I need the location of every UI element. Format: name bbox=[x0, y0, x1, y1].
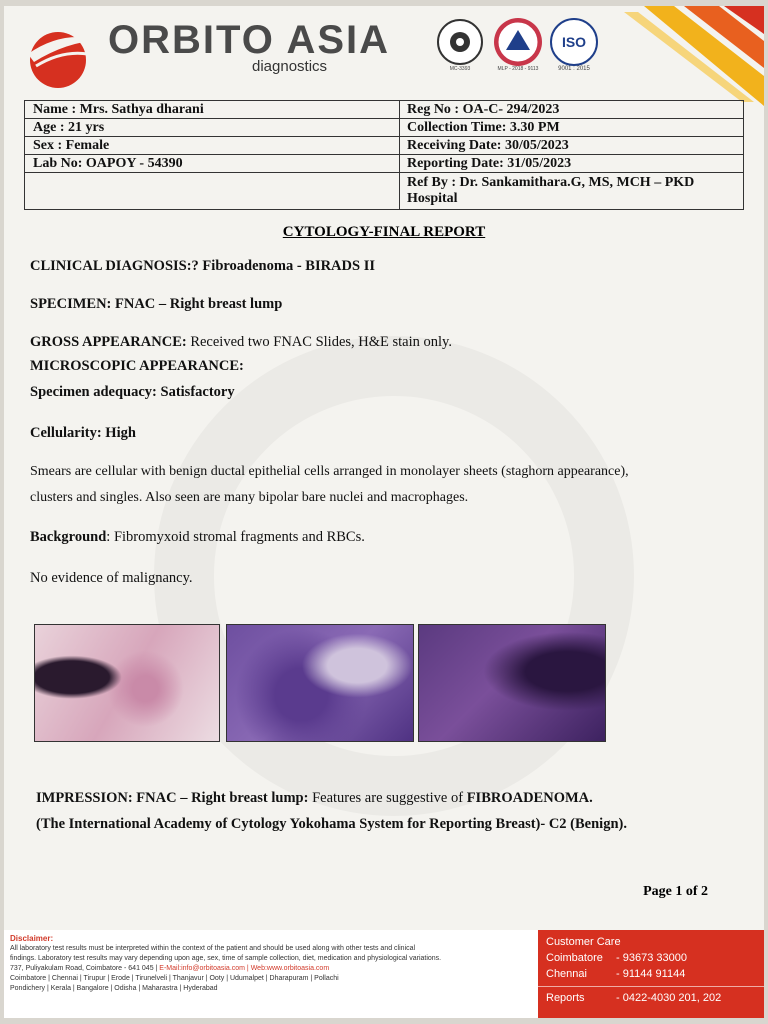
micrograph-2 bbox=[226, 624, 414, 742]
micrograph-3 bbox=[418, 624, 606, 742]
collection-time: Collection Time: 3.30 PM bbox=[407, 120, 560, 135]
background bbox=[30, 529, 365, 546]
impression bbox=[36, 790, 593, 807]
watermark-logo bbox=[154, 336, 634, 816]
micrograph-1 bbox=[34, 624, 220, 742]
reporting-date: Reporting Date: 31/05/2023 bbox=[407, 156, 572, 171]
iso-logo-icon: ISO bbox=[550, 18, 598, 66]
footer bbox=[4, 930, 764, 1018]
customer-care-title: Customer Care bbox=[546, 936, 621, 948]
patient-name: Name : Mrs. Sathya dharani bbox=[33, 102, 204, 117]
specimen-adequacy: Specimen adequacy: Satisfactory bbox=[30, 384, 235, 400]
impression-diagnosis: FIBROADENOMA. bbox=[466, 790, 593, 806]
gross-label: GROSS APPEARANCE: bbox=[30, 334, 187, 350]
patient-info-table bbox=[24, 100, 744, 210]
malignancy-note: No evidence of malignancy. bbox=[30, 570, 193, 586]
branches-line-2: Pondichery | Kerala | Bangalore | Odisha | Maharastra | Hyderabad bbox=[10, 985, 218, 992]
gross-appearance bbox=[30, 334, 452, 351]
disclaimer-title: Disclaimer: bbox=[10, 934, 54, 943]
specimen: SPECIMEN: FNAC – Right breast lump bbox=[30, 296, 283, 312]
receiving-date: Receiving Date: 30/05/2023 bbox=[407, 138, 569, 153]
impression-text: Features are suggestive of bbox=[308, 790, 467, 806]
referred-by: Ref By : Dr. Sankamithara.G, MS, MCH – PKD bbox=[407, 175, 695, 190]
impression-label: IMPRESSION: FNAC – Right breast lump: bbox=[36, 790, 309, 806]
smear-text-1: Smears are cellular with benign ductal epithelial cells arranged in monolayer sheets (staghorn appearance), bbox=[30, 464, 629, 479]
lab-number: Lab No: OAPOY - 54390 bbox=[33, 156, 183, 171]
patient-sex: Sex : Female bbox=[33, 138, 110, 153]
yokohama-classification: (The International Academy of Cytology Yokohama System for Reporting Breast)- C2 (Benign). bbox=[36, 816, 627, 832]
brand-subtitle: diagnostics bbox=[252, 58, 328, 75]
coimbatore-phone: - 93673 33000 bbox=[616, 952, 687, 964]
branches-line-1: Coimbatore | Chennai | Tirupur | Erode | Tirunelveli | Thanjavur | Ooty | Udumalpet | Dharapuram | Pollachi bbox=[10, 975, 339, 982]
coimbatore-label: Coimbatore bbox=[546, 952, 603, 964]
nabl-logo-icon bbox=[494, 18, 542, 66]
reports-label: Reports bbox=[546, 992, 585, 1004]
report-title: CYTOLOGY-FINAL REPORT bbox=[282, 224, 486, 240]
email-web: E-Mail:info@orbitoasia.com | Web:www.orbitoasia.com bbox=[159, 965, 330, 972]
cert-caption: MLP - 2018 - 9113 bbox=[497, 66, 539, 72]
address: 737, Puliyakulam Road, Coimbatore - 641 045 | bbox=[10, 965, 160, 972]
disclaimer bbox=[10, 934, 520, 994]
gross-text: Received two FNAC Slides, H&E stain only. bbox=[186, 334, 452, 350]
reports-phone: - 0422-4030 201, 202 bbox=[616, 992, 722, 1004]
cert-caption: 9001 : 2015 bbox=[558, 66, 590, 72]
microscopic-appearance: MICROSCOPIC APPEARANCE: bbox=[30, 358, 244, 374]
disclaimer-line-1: All laboratory test results must be interpreted within the context of the patient and should be used along with other tests and clinical bbox=[10, 945, 416, 952]
smear-text-2: clusters and singles. Also seen are many bipolar bare nuclei and macrophages. bbox=[30, 490, 469, 505]
chennai-label: Chennai bbox=[546, 968, 587, 980]
background-label: Background bbox=[30, 529, 107, 545]
cert-caption: MC-3393 bbox=[449, 66, 471, 72]
customer-care-panel bbox=[538, 930, 764, 1018]
chennai-phone: - 91144 91144 bbox=[616, 968, 686, 980]
background-text: : Fibromyxoid stromal fragments and RBCs. bbox=[106, 529, 365, 545]
address-line bbox=[10, 964, 520, 974]
brand-name: ORBITO ASIA bbox=[108, 18, 391, 62]
clinical-diagnosis: CLINICAL DIAGNOSIS:? Fibroadenoma - BIRADS II bbox=[30, 258, 375, 274]
orbito-logo-icon bbox=[22, 20, 102, 90]
referred-by-hospital: Hospital bbox=[407, 191, 458, 206]
mc-logo-icon bbox=[436, 18, 484, 66]
patient-age: Age : 21 yrs bbox=[33, 120, 105, 135]
page-number: Page 1 of 2 bbox=[643, 884, 708, 899]
disclaimer-line-2: findings. Laboratory test results may vary depending upon age, sex, time of sample collection, diet, medication and physiological variations. bbox=[10, 955, 442, 962]
cellularity: Cellularity: High bbox=[30, 425, 136, 441]
report-page bbox=[4, 6, 764, 1018]
reg-number: Reg No : OA-C- 294/2023 bbox=[407, 102, 560, 117]
